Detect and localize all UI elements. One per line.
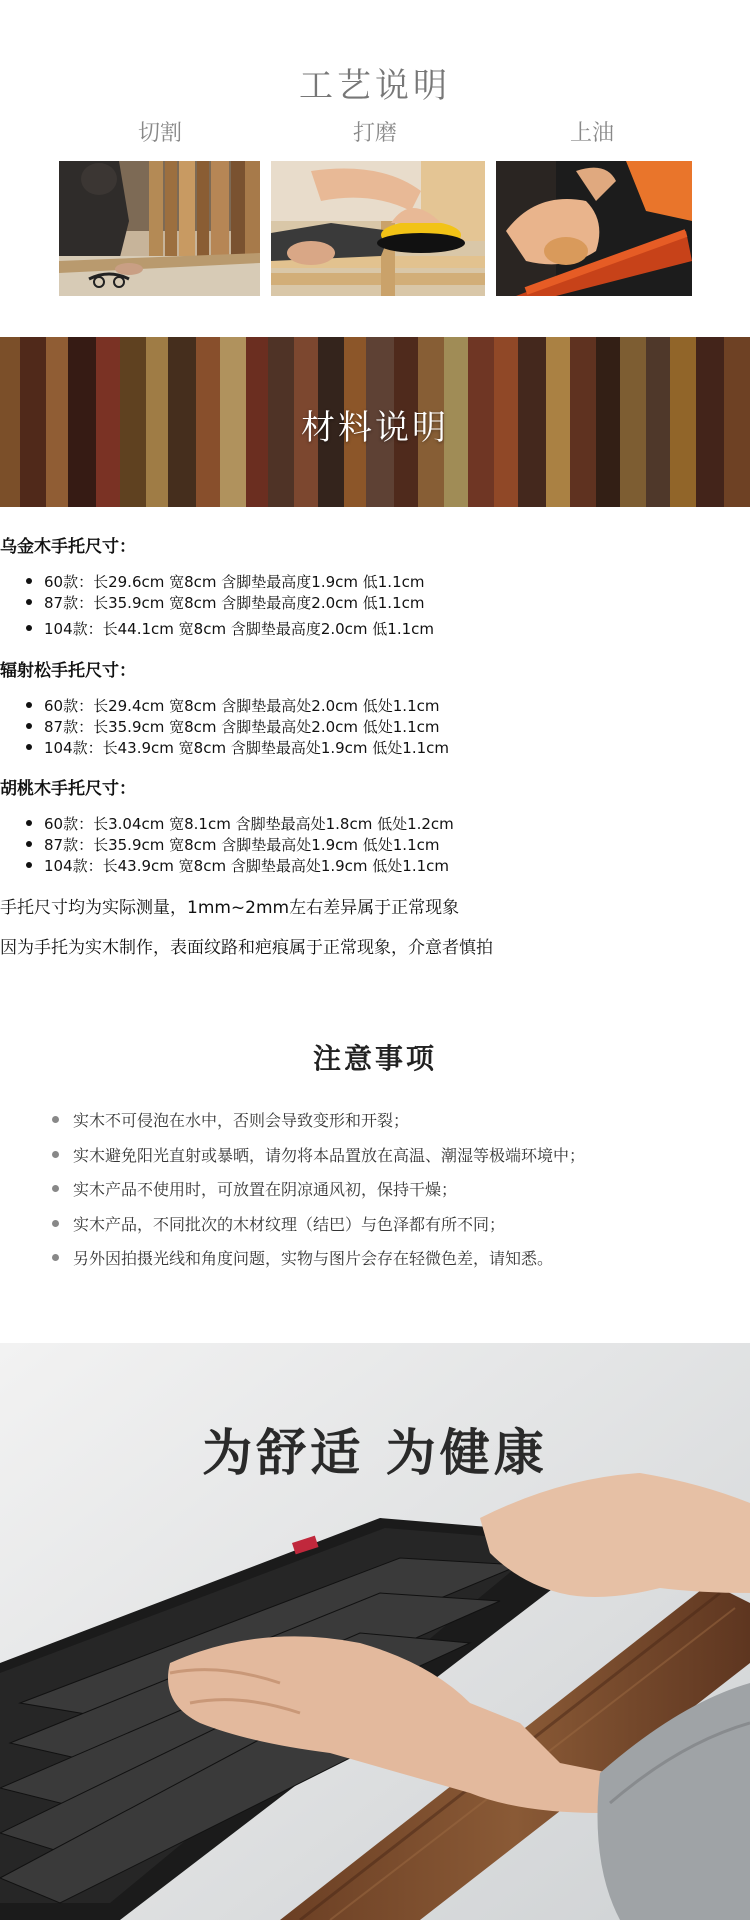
bullet-icon: [52, 1151, 59, 1158]
hero-section: [0, 1343, 750, 1920]
craft-section: [0, 0, 750, 335]
spec-line: 60款：长29.4cm 宽8cm 含脚垫最高处2.0cm 低处1.1cm: [26, 695, 439, 716]
note-natural-wood: 因为手托为实木制作，表面纹路和疤痕属于正常现象，介意者慎拍: [0, 938, 493, 958]
note-measurement: 手托尺寸均为实际测量，1mm~2mm左右差异属于正常现象: [0, 898, 460, 918]
caution-item: 另外因拍摄光线和角度问题，实物与图片会存在轻微色差，请知悉。: [52, 1246, 553, 1269]
bullet-icon: [26, 841, 32, 847]
bullet-icon: [26, 625, 32, 631]
oiling-photo: [496, 161, 692, 296]
spec-line: 87款：长35.9cm 宽8cm 含脚垫最高处2.0cm 低处1.1cm: [26, 716, 439, 737]
cautions-title: 注意事项: [312, 1042, 437, 1075]
caution-item: 实木产品不使用时，可放置在阴凉通风初，保持干燥；: [52, 1177, 457, 1200]
bullet-icon: [26, 723, 32, 729]
bullet-icon: [52, 1185, 59, 1192]
bullet-icon: [52, 1116, 59, 1123]
spec-line: 60款：长3.04cm 宽8.1cm 含脚垫最高处1.8cm 低处1.2cm: [26, 813, 454, 834]
spec-line: 87款：长35.9cm 宽8cm 含脚垫最高处1.9cm 低处1.1cm: [26, 834, 439, 855]
step-label-cut: 切割: [137, 121, 182, 146]
step-label-sand: 打磨: [352, 121, 397, 146]
bullet-icon: [52, 1254, 59, 1261]
bullet-icon: [26, 744, 32, 750]
sanding-photo: [271, 161, 485, 296]
spec-heading-pine: 辐射松手托尺寸：: [0, 661, 136, 681]
bullet-icon: [26, 820, 32, 826]
hero-title: 为舒适 为健康: [202, 1424, 548, 1482]
bullet-icon: [26, 599, 32, 605]
step-label-oil: 上油: [569, 121, 614, 146]
cutting-photo: [59, 161, 260, 296]
caution-item: 实木避免阳光直射或暴晒，请勿将本品置放在高温、潮湿等极端环境中；: [52, 1143, 585, 1166]
spec-line: 104款：长43.9cm 宽8cm 含脚垫最高处1.9cm 低处1.1cm: [26, 737, 449, 758]
bullet-icon: [26, 578, 32, 584]
materials-title: 材料说明: [301, 408, 449, 448]
craft-title: 工艺说明: [299, 66, 451, 106]
caution-item: 实木产品，不同批次的木材纹理（结巴）与色泽都有所不同；: [52, 1212, 505, 1235]
spec-line: 60款：长29.6cm 宽8cm 含脚垫最高度1.9cm 低1.1cm: [26, 571, 424, 592]
spec-heading-wujin: 乌金木手托尺寸：: [0, 537, 136, 557]
bullet-icon: [26, 862, 32, 868]
bullet-icon: [26, 702, 32, 708]
spec-line: 104款：长43.9cm 宽8cm 含脚垫最高处1.9cm 低处1.1cm: [26, 855, 449, 876]
caution-item: 实木不可侵泡在水中，否则会导致变形和开裂；: [52, 1108, 409, 1131]
spec-heading-walnut: 胡桃木手托尺寸：: [0, 779, 136, 799]
bullet-icon: [52, 1220, 59, 1227]
spec-line: 104款：长44.1cm 宽8cm 含脚垫最高度2.0cm 低1.1cm: [26, 618, 434, 639]
materials-banner: [0, 337, 750, 507]
spec-line: 87款：长35.9cm 宽8cm 含脚垫最高度2.0cm 低1.1cm: [26, 592, 424, 613]
